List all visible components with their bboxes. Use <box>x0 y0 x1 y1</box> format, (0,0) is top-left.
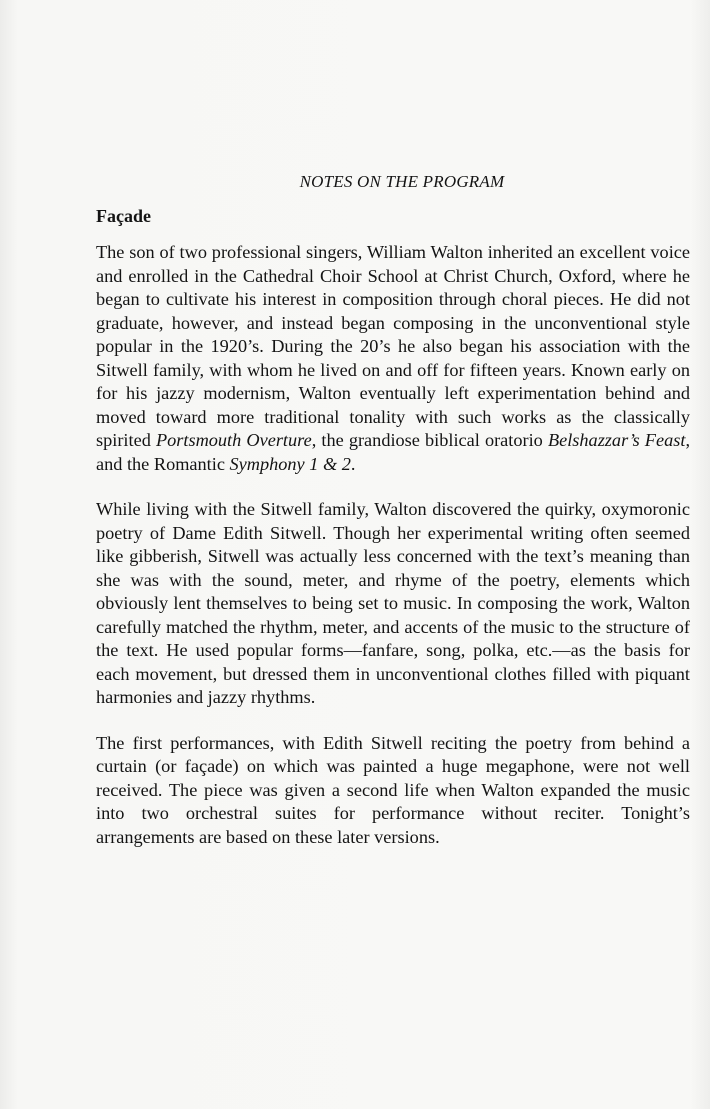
document-body <box>96 172 690 871</box>
paragraph-text: . <box>350 453 356 474</box>
paragraph-sitwell-poetry <box>96 498 690 710</box>
section-title: Façade <box>96 206 151 226</box>
paragraph-text: The first performances, with Edith Sitwell reciting the poetry from behind a curtain (or façade) on which was painted a huge megaphone, were not well received. The piece was given a second life when Walton expanded the music into two orchestral suites for performance without reciter. Tonight’s arrangements are based on these later versions. <box>96 732 690 847</box>
paragraph-text: , the grandiose biblical oratorio <box>311 430 548 450</box>
paragraph-text: , and the Romantic <box>96 430 691 474</box>
paragraph-biography <box>96 241 690 476</box>
work-title: Symphony 1 & 2 <box>229 453 351 474</box>
program-notes-heading: NOTES ON THE PROGRAM <box>299 172 505 191</box>
paragraph-text: While living with the Sitwell family, Walton discovered the quirky, oxymoronic poetry of Dame Edith Sitwell. Though her experimental writing often seemed like gibberish, Sitwell was actually less concerned with the text’s meaning than she was with the sound, meter, and rhyme of the poetry, elements which obviously lent themselves to being set to music. In composing the work, Walton carefully matched the rhythm, meter, and accents of the music to the structure of the text. He used popular forms—fanfare, song, polka, etc.—as the basis for each movement, but dressed them in unconventional clothes filled with piquant harmonies and jazzy rhythms. <box>96 499 690 707</box>
work-title: Portsmouth Overture <box>155 430 312 450</box>
paragraph-first-performances <box>96 732 690 850</box>
paragraph-text: The son of two professional singers, William Walton inherited an excellent voice and enrolled in the Cathedral Choir School at Christ Church, Oxford, where he began to cultivate his interest in composition through choral pieces. He did not graduate, however, and instead began composing in the unconventional style popular in the 1920’s. During the 20’s he also began his association with the Sitwell family, with whom he lived on and off for fifteen years. Known early on for his jazzy modernism, Walton eventually left experimentation behind and moved toward more traditional tonality with such works as the classically spirited <box>96 242 690 450</box>
work-title: Belshazzar’s Feast <box>547 430 686 450</box>
